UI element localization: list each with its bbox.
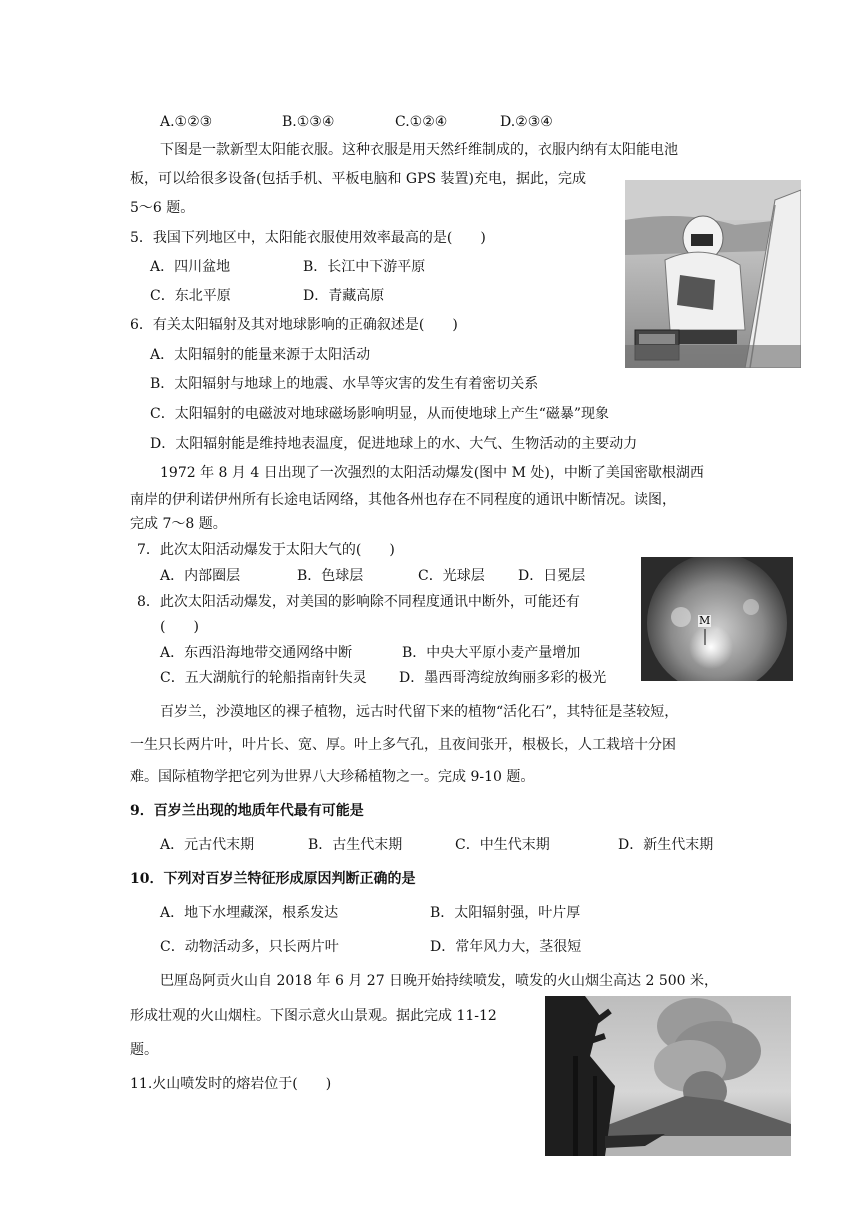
q4-option-b: B.①③④	[282, 114, 335, 130]
q8-option-d: D．墨西哥湾绽放绚丽多彩的极光	[399, 670, 607, 686]
q7-stem: 7．此次太阳活动爆发于太阳大气的( )	[137, 542, 395, 558]
q8-option-b: B．中央大平原小麦产量增加	[402, 645, 581, 661]
intro-5-6-line2: 板，可以给很多设备(包括手机、平板电脑和 GPS 装置)充电，据此，完成	[130, 171, 587, 187]
intro-9-10-line3: 难。国际植物学把它列为世界八大珍稀植物之一。完成 9-10 题。	[130, 769, 535, 785]
q7-option-c: C．光球层	[418, 568, 485, 584]
volcano-photo	[545, 996, 791, 1156]
q5-option-b: B．长江中下游平原	[303, 259, 426, 275]
q6-stem: 6．有关太阳辐射及其对地球影响的正确叙述是( )	[130, 317, 458, 333]
q6-option-c: C．太阳辐射的电磁波对地球磁场影响明显，从而使地球上产生“磁暴”现象	[150, 406, 610, 422]
q9-stem: 9．百岁兰出现的地质年代最有可能是	[130, 803, 364, 819]
q6-option-a: A．太阳辐射的能量来源于太阳活动	[150, 347, 371, 363]
q7-option-d: D．日冕层	[518, 568, 586, 584]
q8-option-a: A．东西沿海地带交通网络中断	[160, 645, 353, 661]
q9-option-a: A．元古代末期	[160, 837, 255, 853]
intro-7-8-line2: 南岸的伊利诺伊州所有长途电话网络，其他各州也存在不同程度的通讯中断情况。读图，	[130, 492, 676, 508]
q6-option-b: B．太阳辐射与地球上的地震、水旱等灾害的发生有着密切关系	[150, 376, 539, 392]
q4-option-c: C.①②④	[395, 114, 448, 130]
sun-image	[641, 557, 793, 681]
q9-option-c: C．中生代末期	[455, 837, 550, 853]
q5-stem: 5．我国下列地区中，太阳能衣服使用效率最高的是( )	[130, 230, 486, 246]
q10-option-a: A．地下水埋藏深，根系发达	[160, 905, 339, 921]
q10-option-d: D．常年风力大，茎很短	[430, 939, 582, 955]
q7-option-b: B．色球层	[297, 568, 364, 584]
intro-7-8-line3: 完成 7～8 题。	[130, 516, 227, 532]
q5-option-a: A．四川盆地	[150, 259, 231, 275]
intro-7-8-line1: 1972 年 8 月 4 日出现了一次强烈的太阳活动爆发(图中 M 处)，中断了美国密歇根湖西	[160, 465, 704, 481]
q6-option-d: D．太阳辐射能是维持地表温度，促进地球上的水、大气、生物活动的主要动力	[150, 436, 638, 452]
q8-stem: 8．此次太阳活动爆发，对美国的影响除不同程度通讯中断外，可能还有	[137, 594, 580, 610]
q4-option-a: A.①②③	[160, 114, 213, 130]
q9-option-d: D．新生代末期	[618, 837, 714, 853]
q4-option-d: D.②③④	[500, 114, 553, 130]
q9-option-b: B．古生代末期	[308, 837, 403, 853]
intro-9-10-line1: 百岁兰，沙漠地区的裸子植物，远古时代留下来的植物“活化石”，其特征是茎较短，	[160, 704, 679, 720]
q5-option-c: C．东北平原	[150, 288, 231, 304]
sun-label-m: M	[699, 614, 711, 627]
q10-stem: 10．下列对百岁兰特征形成原因判断正确的是	[130, 871, 416, 887]
q7-option-a: A．内部圈层	[160, 568, 241, 584]
q8-stem-blank: ( )	[160, 619, 199, 635]
intro-11-12-line2: 形成壮观的火山烟柱。下图示意火山景观。据此完成 11-12	[130, 1008, 497, 1024]
solar-clothing-photo	[625, 180, 801, 368]
q11-stem: 11.火山喷发时的熔岩位于( )	[130, 1076, 332, 1092]
intro-9-10-line2: 一生只长两片叶，叶片长、宽、厚。叶上多气孔，且夜间张开，根极长，人工栽培十分困	[130, 737, 676, 753]
q8-option-c: C．五大湖航行的轮船指南针失灵	[160, 670, 367, 686]
intro-5-6-line1: 下图是一款新型太阳能衣服。这种衣服是用天然纤维制成的，衣服内纳有太阳能电池	[160, 142, 678, 158]
intro-11-12-line1: 巴厘岛阿贡火山自 2018 年 6 月 27 日晚开始持续喷发，喷发的火山烟尘高达 2 500 米，	[160, 973, 719, 989]
intro-5-6-line3: 5～6 题。	[130, 200, 195, 216]
q5-option-d: D．青藏高原	[303, 288, 385, 304]
intro-11-12-line3: 题。	[130, 1042, 158, 1058]
q10-option-b: B．太阳辐射强，叶片厚	[430, 905, 581, 921]
q10-option-c: C．动物活动多，只长两片叶	[160, 939, 339, 955]
